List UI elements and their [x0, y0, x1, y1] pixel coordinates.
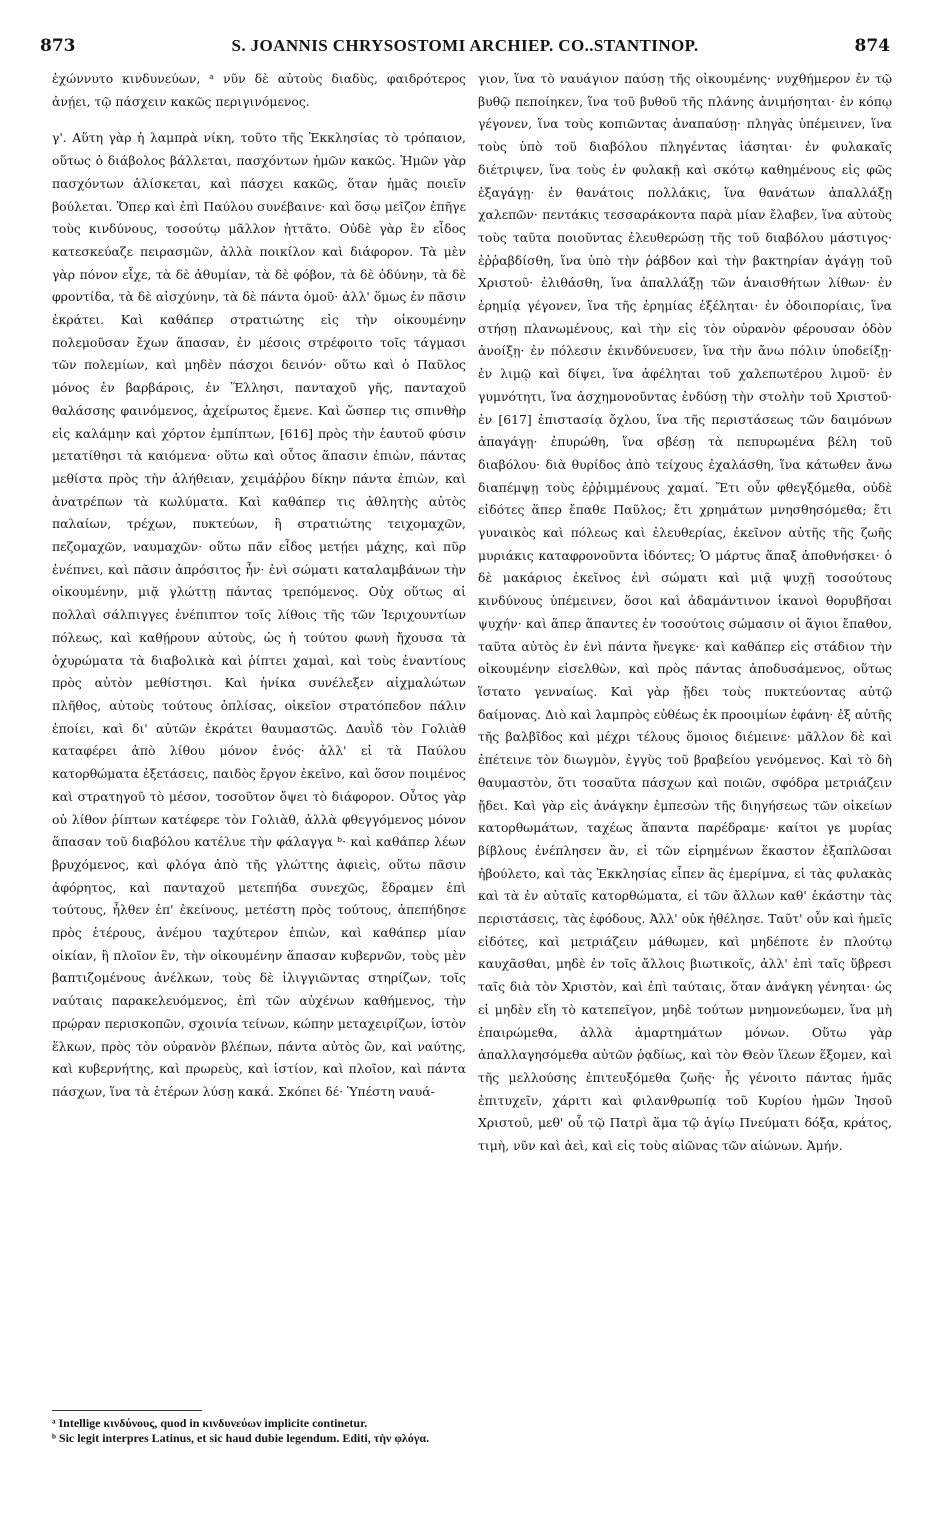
- running-title: S. JOANNIS CHRYSOSTOMI ARCHIEP. CO..STANTINOP.: [231, 36, 699, 55]
- paragraph-section-3: γ'. Αὕτη γὰρ ἡ λαμπρὰ νίκη, τοῦτο τῆς Ἐκκλησίας τὸ τρόπαιον, οὕτως ὁ διάβολος βάλλεται, πασχόντων ἡμῶν κακῶς. Ἡμῶν γὰρ πασχόντων ἁλίσκεται, καὶ πάσχει κακῶς, ὅταν ἡμᾶς ποιεῖν βούλεται. Ὅπερ καὶ ἐπὶ Παύλου συνέβαινε· καὶ ὅσῳ μεῖζον ἐπῆγε τοὺς κινδύνους, τοσούτῳ μᾶλλον ἡττᾶτο. Οὐδὲ γὰρ ἓν εἶδος κατεσκεύαζε πειρασμῶν, ἀλλὰ ποικίλον καὶ διάφορον. Τὰ μὲν γὰρ πόνον εἶχε, τὰ δὲ ἀθυμίαν, τὰ δὲ φόβον, τὰ δὲ ὀδύνην, τὰ δὲ φροντίδα, τὰ δὲ αἰσχύνην, τὰ δὲ πάντα ὁμοῦ· ἀλλ' ὅμως ἐν πᾶσιν ἐκράτει. Καὶ καθάπερ στρατιώτης εἰς τὴν οἰκουμένην πολεμοῦσαν ἔχων ἅπασαν, ἐν μέσοις στρέφοιτο τοῖς τάγμασι τῶν πολεμίων, καὶ μηδὲν πάσχοι δεινόν· οὕτω καὶ ὁ Παῦλος μόνος ἐν βαρβάροις, ἐν Ἕλλησι, πανταχοῦ γῆς, πανταχοῦ θαλάσσης φαινόμενος, ἀχείρωτος ἔμενε. Καὶ ὥσπερ τις σπινθὴρ εἰς καλάμην καὶ χόρτον ἐμπίπτων, [616] πρὸς τὴν ἑαυτοῦ φύσιν μετατίθησι τὰ καιόμενα· οὕτω καὶ οὗτος ἅπασιν ἐπιὼν, πάντας μεθίστα πρὸς τὴν ἀλήθειαν, χειμάῤῥου δίκην πάντα ἐπιὼν, καὶ ἀνατρέπων τὰ κωλύματα. Καὶ καθάπερ τις ἀθλητὴς αὐτὸς παλαίων, τρέχων, πυκτεύων, ἢ στρατιώτης τειχομαχῶν, πεζομαχῶν, ναυμαχῶν· οὕτω πᾶν εἶδος μετῄει μάχης, καὶ πῦρ ἐνέπνει, καὶ πᾶσιν ἀπρόσιτος ἦν· ἐνὶ σώματι καταλαμβάνων τὴν οἰκουμένην, μιᾷ γλώττῃ πάντας τρεπόμενος. Οὐχ οὕτως αἱ πολλαὶ σάλπιγγες ἐνέπιπτον τοῖς λίθοις τῆς τῶν Ἱεριχουντίων πόλεως, καὶ καθῄρουν αὐτοὺς, ὡς ἡ τούτου φωνὴ ἤχουσα τὰ ὀχυρώματα τὰ διαβολικὰ καὶ ῥίπτει χαμαὶ, καὶ τοὺς ἐναντίους πρὸς αὐτὸν μεθίστησι. Καὶ ἡνίκα συνέλεξεν αἰχμαλώτων πλῆθος, αὐτοὺς τούτους ὁπλίσας, οἰκεῖον στρατόπεδον πάλιν ἐποίει, καὶ δι' αὐτῶν ἐκράτει θαυμαστῶς. Δαυῒδ τὸν Γολιὰθ καταφέρει ἀπὸ λίθου μόνον ἑνός· ἀλλ' εἰ τὰ Παύλου κατορθώματα ἐξετάσεις, παιδὸς ἔργον ἐκεῖνο, καὶ ὅσον ποιμένος καὶ στρατηγοῦ τὸ μέσον, τοσοῦτον ὄψει τὸ διάφορον. Οὗτος γὰρ οὐ λίθον ῥίπτων κατέφερε τὸν Γολιὰθ, ἀλλὰ φθεγγόμενος μόνον ἅπασαν τοῦ διαβόλου κατέλυε τὴν φάλαγγα ᵇ· καὶ καθάπερ λέων βρυχόμενος, καὶ φλόγα ἀπὸ τῆς γλώττης ἀφιεὶς, οὕτω πᾶσιν ἀφόρητος, καὶ πανταχοῦ μετεπήδα συνεχῶς, ἔδραμεν ἐπὶ τούτους, ἦλθεν ἐπ' ἐκείνους, μετέστη πρὸς τούτους, ἀπεπήδησε πρὸς ἑτέρους, ἀνέμου ταχύτερον ἐπιὼν, καὶ καθάπερ μίαν οἰκίαν, ἢ πλοῖον ἓν, τὴν οἰκουμένην ἅπασαν κυβερνῶν, τοὺς μὲν βαπτιζομένους ἀνέλκων, τοὺς δὲ ἰλιγγιῶντας στηρίζων, τοῖς ναύταις παρακελευόμενος, ἐπὶ τῶν αὐχένων καθήμενος, τὴν πρῴραν περισκοπῶν, σχοινία τείνων, κώπην μεταχειρίζων, ἱστὸν ἕλκων, πρὸς τὸν οὐρανὸν βλέπων, πάντα αὐτὸς ὢν, καὶ ναύτης, καὶ κυβερνήτης, καὶ πρωρεὺς, καὶ ἱστίον, καὶ πλοῖον, καὶ πάντα πάσχων, ἵνα τὰ ἑτέρων λύσῃ κακά. Σκόπει δέ· Ὑπέστη ναυά-: [52, 130, 466, 1099]
- right-column: [478, 68, 892, 1158]
- footnote-a: ᵃ Intellige κινδύνους, quod in κινδυνεύων implicite continetur.: [52, 1416, 368, 1430]
- paragraph-right: γιον, ἵνα τὸ ναυάγιον παύσῃ τῆς οἰκουμένης· νυχθήμερον ἐν τῷ βυθῷ πεποίηκεν, ἵνα τοῦ βυθοῦ τῆς πλάνης ἀνιμήσηται· ἐν κόπῳ γέγονεν, ἵνα τοὺς κοπιῶντας ἀναπαύσῃ· πληγὰς ὑπέμεινεν, ἵνα τοὺς ὑπὸ τοῦ διαβόλου πληγέντας ἰάσηται· ἐν φυλακαῖς διέτριψεν, ἵνα τοὺς ἐν φυλακῇ καὶ σκότῳ καθημένους εἰς φῶς ἐξαγάγῃ· ἐν θανάτοις πολλάκις, ἵνα θανάτων ἀπαλλάξῃ χαλεπῶν· πεντάκις τεσσαράκοντα παρὰ μίαν ἔλαβεν, ἵνα αὐτοὺς τοὺς ταῦτα ποιοῦντας ἐλευθερώσῃ τῆς τοῦ διαβόλου μάστιγος· ἐῤῥαβδίσθη, ἵνα ὑπὸ τὴν ῥάβδον καὶ τὴν βακτηρίαν ἀγάγῃ τοῦ Χριστοῦ· ἐλιθάσθη, ἵνα ἀπαλλάξῃ τῶν ἀναισθήτων λίθων· ἐν ἐρημίᾳ γέγονεν, ἵνα τῆς ἐρημίας ἐξέληται· ἐν ὁδοιπορίαις, ἵνα στήσῃ πλανωμένους, καὶ τὴν εἰς τὸν οὐρανὸν φέρουσαν ὁδὸν ἀνοίξῃ· ἐν πόλεσιν ἐκινδύνευσεν, ἵνα τὴν ἄνω πόλιν ὑποδείξῃ· ἐν λιμῷ καὶ δίψει, ἵνα ἀφέληται τοῦ χαλεπωτέρου λιμοῦ· ἐν γυμνότητι, ἵνα ἀσχημονοῦντας ἐνδύσῃ τὴν στολὴν τοῦ Χριστοῦ· ἐν [617] ἐπιστασίᾳ ὄχλου, ἵνα τῆς περιστάσεως τῶν δαιμόνων ἀπαγάγῃ· ἐπυρώθη, ἵνα σβέσῃ τὰ πεπυρωμένα βέλη τοῦ διαβόλου· διὰ θυρίδος ἀπὸ τείχους ἐχαλάσθη, ἵνα κάτωθεν ἄνω διαπέμψῃ τοὺς ἐῤῥιμμένους χαμαί. Ἔτι οὖν φθεγξόμεθα, οὐδὲ εἰδότες ἅπερ ἔπαθε Παῦλος; ἔτι χρημάτων μνησθησόμεθα; ἔτι γυναικὸς καὶ πόλεως καὶ ἐλευθερίας, ἐκεῖνον αὐτῆς τῆς ζωῆς μυριάκις καταφρονοῦντα ἰδόντες; Ὁ μάρτυς ἅπαξ ἀποθνήσκει· ὁ δὲ μακάριος ἐκεῖνος ἐνὶ σώματι καὶ μιᾷ ψυχῇ τοσούτους κινδύνους ὑπέμεινεν, ὅσοι καὶ ἀδαμάντινον ἱκανοὶ θορυβῆσαι ψυχήν· καὶ ἅπερ ἅπαντες ἐν τοσούτοις σώμασιν οἱ ἅγιοι ἔπαθον, ταῦτα αὐτὸς ἐν ἑνὶ πάντα ἤνεγκε· καὶ καθάπερ εἰς στάδιον τὴν οἰκουμένην εἰσελθὼν, καὶ πρὸς πάντας ἀποδυσάμενος, οὕτως ἵστατο γενναίως. Καὶ γὰρ ᾔδει τοὺς πυκτεύοντας αὐτῷ δαίμονας. Διὸ καὶ λαμπρὸς εὐθέως ἐκ προοιμίων ἐφάνη· ἐξ αὐτῆς τῆς βαλβῖδος καὶ μέχρι τέλους ὅμοιος διέμεινε· μᾶλλον δὲ καὶ ἐπέτεινε τὸν διωγμὸν, ἐγγὺς τοῦ βραβείου γενόμενος. Καὶ τὸ δὴ θαυμαστὸν, ὅτι τοσαῦτα πάσχων καὶ ποιῶν, σφόδρα μετριάζειν ᾔδει. Καὶ γὰρ εἰς ἀνάγκην ἐμπεσὼν τῆς διηγήσεως τῶν οἰκείων κατορθωμάτων, ταχέως ἅπαντα παρέδραμε· καίτοι γε μυρίας βίβλους ἐνέπλησεν ἂν, εἰ τῶν εἰρημένων ἕκαστον ἐξαπλῶσαι ἠβούλετο, καὶ τὰς Ἐκκλησίας εἶπεν ἃς ἐμερίμνα, εἰ τὰς φυλακὰς καὶ τὰ ἐν αὐταῖς κατορθώματα, εἰ τῶν ἄλλων καθ' ἑκάστην τὰς περιστάσεις, τὰς ἐφόδους. Ἀλλ' οὐκ ἠθέλησε. Ταῦτ' οὖν καὶ ἡμεῖς εἰδότες, καὶ μετριάζειν μάθωμεν, καὶ μηδέποτε ἐν πλούτῳ καυχᾶσθαι, μηδὲ ἐν τοῖς ἄλλοις βιωτικοῖς, ἀλλ' ἐπὶ ταῖς ὕβρεσι ταῖς διὰ τὸν Χριστὸν, καὶ ἐπὶ ταύταις, ὅταν ἀνάγκη γένηται· ὡς εἰ μηδὲν εἴη τὸ κατεπεῖγον, μηδὲ τούτων μνημονεύωμεν, ἵνα μὴ ἐπαιρώμεθα, ἀλλὰ ἁμαρτημάτων μόνων. Οὕτω γὰρ ἀπαλλαγησόμεθα αὐτῶν ῥᾳδίως, καὶ τὸν Θεὸν ἵλεων ἕξομεν, καὶ τῆς μελλούσης ἐπιτευξόμεθα ζωῆς· ἧς γένοιτο πάντας ἡμᾶς ἐπιτυχεῖν, χάριτι καὶ φιλανθρωπίᾳ τοῦ Κυρίου ἡμῶν Ἰησοῦ Χριστοῦ, μεθ' οὗ τῷ Πατρὶ ἅμα τῷ ἁγίῳ Πνεύματι δόξα, κράτος, τιμὴ, νῦν καὶ ἀεὶ, καὶ εἰς τοὺς αἰῶνας τῶν αἰώνων. Ἀμήν.: [478, 71, 892, 1154]
- left-column: [52, 68, 466, 1104]
- footnote-b: ᵇ Sic legit interpres Latinus, et sic haud dubie legendum. Editi, τὴν φλόγα.: [52, 1430, 430, 1445]
- page-header: [40, 36, 890, 66]
- footnote-divider: [52, 1410, 202, 1411]
- page-number-right: 874: [854, 36, 890, 56]
- page-number-left: 873: [40, 36, 76, 56]
- footnotes: [52, 1416, 466, 1445]
- paragraph-continuation: ἐχώννυτο κινδυνεύων, ᵃ νῦν δὲ αὐτοὺς διαδὺς, φαιδρότερος ἀνῄει, τῷ πάσχειν κακῶς περιγινόμενος.: [52, 71, 466, 109]
